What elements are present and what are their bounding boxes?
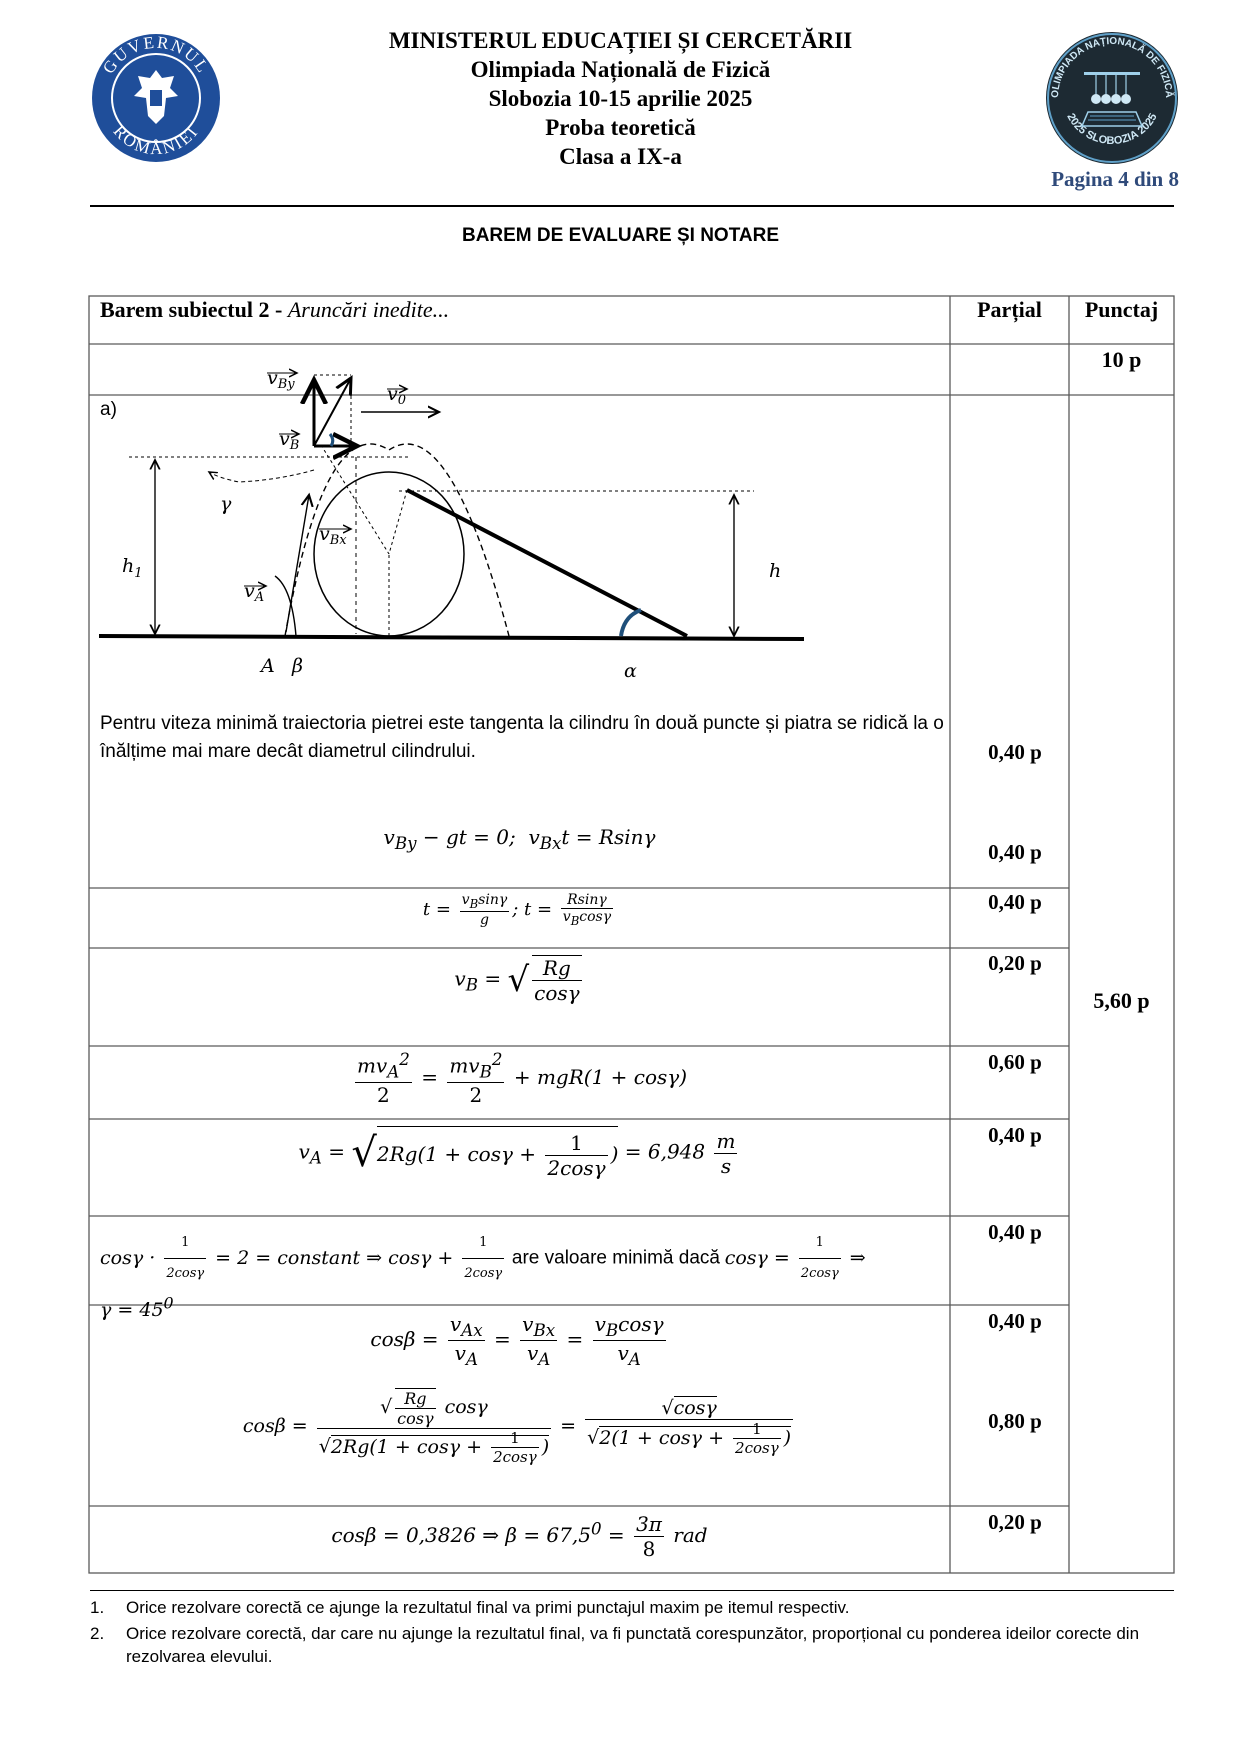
svg-text:GUVERNUL: GUVERNUL [98, 32, 214, 78]
label-vB: $v_B$ [279, 428, 300, 453]
label-alpha: α [624, 660, 637, 682]
points-row-3: 0,40 p [988, 890, 1042, 914]
equation-4: $\frac{mv_A^2}{2}$ = $\frac{mv_B^2}{2}$ + mgR(1 + cosγ) [356, 1050, 688, 1107]
points-row-9: 0,80 p [988, 1409, 1042, 1433]
equation-8: cosβ = √ $\frac{Rg}{\cos\gamma}$ cosγ √2Rg(1 + cosγ + $\frac{1}{2\cos\gamma}$ ) = √cosγ √2(1 + cosγ + $\frac{1}{2\cos\gamma}$ ) [242, 1389, 792, 1466]
location-dates: Slobozia 10-15 aprilie 2025 [488, 86, 753, 111]
points-row-1: 0,40 p [988, 740, 1042, 764]
column-header-partial: Parțial [977, 297, 1042, 322]
exam-type: Proba teoretică [545, 115, 696, 140]
footnote-2-number: 2. [90, 1624, 105, 1643]
footnote-divider [90, 1590, 1174, 1591]
ministry-name: MINISTERUL EDUCAȚIEI ȘI CERCETĂRII [388, 28, 853, 53]
svg-text:OLIMPIADA NAȚIONALĂ DE FIZICĂ: OLIMPIADA NAȚIONALĂ DE FIZICĂ [1049, 35, 1175, 99]
footnote-1-text: Orice rezolvare corectă ce ajunge la rezultatul final va primi punctajul maxim pe itemul respectiv. [126, 1598, 850, 1617]
points-row-7: 0,40 p [988, 1220, 1042, 1244]
part-a-total: 5,60 p [1093, 988, 1150, 1013]
points-row-8: 0,40 p [988, 1309, 1042, 1333]
explanation-text: Pentru viteza minimă traiectoria pietrei este tangenta la cilindru în două puncte și piatra se ridică la o înălțime mai mare decât diametrul cilindrului. [100, 713, 944, 762]
label-vA: $v_A$ [244, 580, 265, 605]
svg-text:2025 SLOBOZIA 2025: 2025 SLOBOZIA 2025 [1064, 111, 1160, 148]
footnote-2-text: Orice rezolvare corectă, dar care nu ajunge la rezultatul final, va fi punctată corespunzător, proporțional cu ponderea ideilor corecte din rezolvarea elevului. [126, 1624, 1140, 1666]
equation-1: $v_{By}$ − gt = 0; $v_{Bx}t = Rsin\gamma$ [383, 825, 656, 853]
throw-diagram [89, 367, 819, 690]
total-points: 10 p [1101, 347, 1142, 372]
incline [407, 490, 687, 636]
label-h1: $h_1$ [122, 555, 143, 581]
equation-6: cosγ · $\frac{1}{2\cos\gamma}$ = 2 = constant ⇒ cosγ + $\frac{1}{2\cos\gamma}$ are valoare minimă dacă cosγ = $\frac{1}{2\cos\gamma}$ ⇒ $\gamma = 45^0$ [100, 1228, 945, 1326]
equation-5: $v_A = √2Rg(1 + \cos\gamma$ + $\frac{1}{2\cos\gamma}$ ) = 6,948 $\frac{m}{s}$ [89, 1126, 950, 1180]
label-beta: β [292, 655, 303, 677]
equation-2: t = $\frac{v_B\sin\gamma}{g}$ ; t = $\frac{Rsin\gamma}{v_B\cos\gamma}$ [422, 892, 612, 928]
vA-arrow [286, 495, 309, 632]
svg-text:ROMÂNIEI: ROMÂNIEI [109, 121, 203, 159]
equation-9: cosβ = 0,3826 ⇒ $\beta = 67,5^0$ = $\frac{3\pi}{8}$ rad [331, 1512, 708, 1561]
label-v0: $v_0$ [387, 383, 407, 408]
page-number: Pagina 4 din 8 [1051, 167, 1179, 191]
points-row-4: 0,20 p [988, 951, 1042, 975]
points-row-2: 0,40 p [988, 840, 1042, 864]
olympiad-name: Olimpiada Națională de Fizică [470, 57, 771, 82]
table-title: Barem subiectul 2 - Aruncări inedite... [100, 297, 450, 322]
label-h: h [769, 560, 782, 582]
document-title: BAREM DE EVALUARE ȘI NOTARE [461, 225, 780, 246]
label-vBx: $v_{Bx}$ [319, 523, 347, 548]
points-row-5: 0,60 p [988, 1050, 1042, 1074]
equation-3: $v_B$ = √ $\frac{Rg}{\cos\gamma}$ [454, 956, 580, 1005]
points-row-6: 0,40 p [988, 1123, 1042, 1147]
part-label: a) [100, 399, 117, 420]
label-A: A [261, 655, 275, 677]
ground-line [99, 636, 804, 639]
column-header-total: Punctaj [1084, 297, 1159, 322]
points-row-10: 0,20 p [988, 1510, 1042, 1534]
equation-7: cosβ = $\frac{v_{Ax}}{v_A}$ = $\frac{v_{Bx}}{v_A}$ = $\frac{v_B\cos\gamma}{v_A}$ [370, 1312, 664, 1369]
footnote-1-number: 1. [90, 1598, 105, 1617]
grade: Clasa a IX-a [559, 144, 682, 169]
label-vBy: $v_{By}$ [267, 367, 295, 392]
label-gamma: γ [220, 493, 232, 515]
